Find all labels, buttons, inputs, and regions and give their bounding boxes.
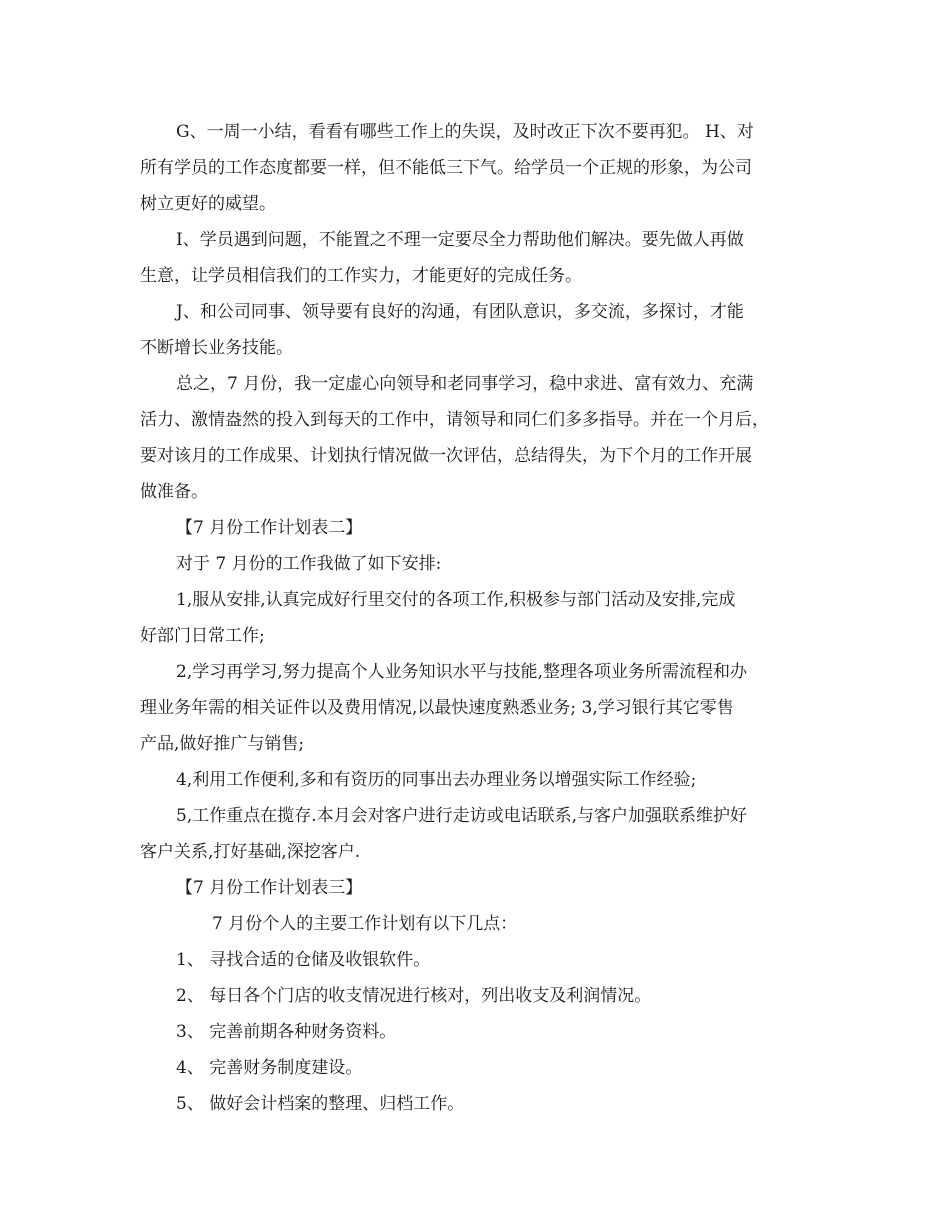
- text-line: 产品,做好推广与销售;: [140, 734, 305, 754]
- text-line: 树立更好的威望。: [140, 194, 276, 214]
- text-line: 活力、激情盎然的投入到每天的工作中，请领导和同仁们多多指导。并在一个月后，: [140, 410, 769, 430]
- text-line: 做准备。: [140, 482, 208, 502]
- text-line: 4,利用工作便利,多和有资历的同事出去办理业务以增强实际工作经验;: [176, 770, 697, 790]
- text-line: 总之，7 月份，我一定虚心向领导和老同事学习，稳中求进、富有效力、充满: [176, 374, 754, 394]
- text-line: 客户关系,打好基础,深挖客户.: [140, 842, 361, 862]
- text-line: 2,学习再学习,努力提高个人业务知识水平与技能,整理各项业务所需流程和办: [176, 662, 748, 682]
- text-line: 好部门日常工作;: [140, 626, 265, 646]
- text-line: 1,服从安排,认真完成好行里交付的各项工作,积极参与部门活动及安排,完成: [176, 590, 736, 610]
- list-item: 5、 做好会计档案的整理、归档工作。: [176, 1094, 465, 1114]
- text-line: 对于 7 月份的工作我做了如下安排:: [176, 554, 442, 574]
- section-heading: 【7 月份工作计划表三】: [176, 878, 363, 898]
- text-line: 7 月份个人的主要工作计划有以下几点：: [212, 914, 518, 934]
- list-item: 3、 完善前期各种财务资料。: [176, 1022, 397, 1042]
- list-item: 4、 完善财务制度建设。: [176, 1058, 363, 1078]
- text-line: 要对该月的工作成果、计划执行情况做一次评估，总结得失，为下个月的工作开展: [140, 446, 752, 466]
- text-line: G、一周一小结，看看有哪些工作上的失误，及时改正下次不要再犯。 H、对: [176, 122, 754, 142]
- text-line: 理业务年需的相关证件以及费用情况,以最快速度熟悉业务; 3,学习银行其它零售: [140, 698, 734, 718]
- text-line: 生意，让学员相信我们的工作实力，才能更好的完成任务。: [140, 266, 582, 286]
- text-line: 5,工作重点在揽存.本月会对客户进行走访或电话联系,与客户加强联系维护好: [176, 806, 748, 826]
- list-item: 1、 寻找合适的仓储及收银软件。: [176, 950, 431, 970]
- list-item: 2、 每日各个门店的收支情况进行核对，列出收支及利润情况。: [176, 986, 652, 1006]
- section-heading: 【7 月份工作计划表二】: [176, 518, 363, 538]
- text-line: 不断增长业务技能。: [140, 338, 293, 358]
- text-line: J、和公司同事、领导要有良好的沟通，有团队意识，多交流，多探讨，才能: [176, 302, 744, 322]
- text-line: I、学员遇到问题，不能置之不理一定要尽全力帮助他们解决。要先做人再做: [176, 230, 744, 250]
- text-line: 所有学员的工作态度都要一样，但不能低三下气。给学员一个正规的形象，为公司: [140, 158, 752, 178]
